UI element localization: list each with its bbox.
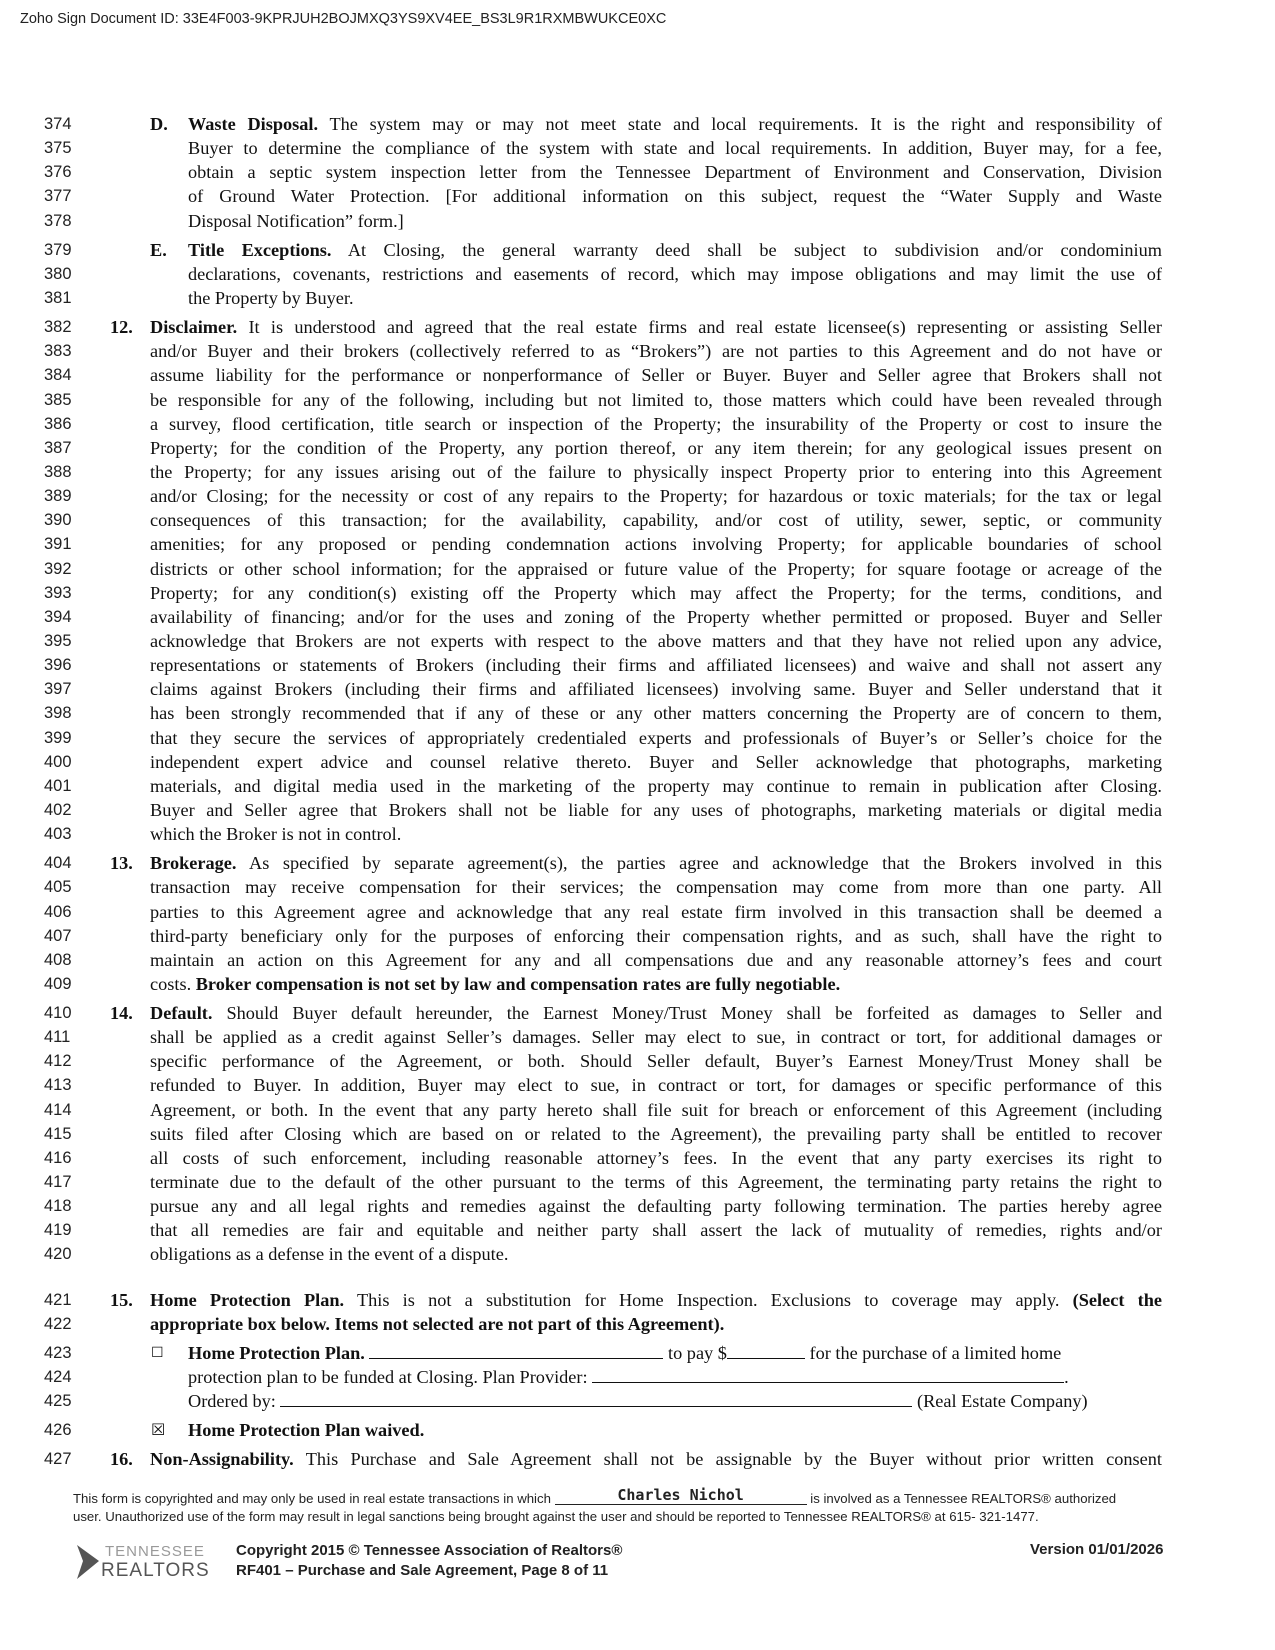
section-number: 13. bbox=[110, 853, 133, 874]
section-text: amenities; for any proposed or pending condemnation actions involving Property; for applicable boundaries of school bbox=[150, 534, 1162, 555]
line-number: 410 bbox=[44, 1004, 72, 1023]
section-text: Disposal Notification” form.] bbox=[188, 210, 404, 231]
plan-amount-field[interactable] bbox=[727, 1341, 805, 1359]
section-text: that they secure the services of appropriately credentialed experts and professionals of Buyer’s or Seller’s choice for the bbox=[150, 727, 1162, 748]
document-line bbox=[0, 136, 1275, 160]
document-line bbox=[0, 1146, 1275, 1170]
section-number: 15. bbox=[110, 1289, 133, 1310]
line-number: 407 bbox=[44, 926, 72, 945]
document-line bbox=[0, 972, 1275, 996]
line-number: 426 bbox=[44, 1421, 72, 1440]
plan-payer-field[interactable] bbox=[369, 1341, 663, 1359]
section-text: Should Buyer default hereunder, the Earnest Money/Trust Money shall be forfeited as damages to Seller and bbox=[226, 1003, 1162, 1024]
document-line bbox=[0, 1418, 1275, 1442]
line-number: 423 bbox=[44, 1343, 72, 1362]
document-line bbox=[0, 238, 1275, 262]
section-text: obligations as a defense in the event of a dispute. bbox=[150, 1244, 509, 1265]
document-line bbox=[0, 1218, 1275, 1242]
line-number: 385 bbox=[44, 390, 72, 409]
agreement-body bbox=[0, 112, 1275, 1472]
footer-form-info bbox=[236, 1541, 622, 1581]
section-text: the Property by Buyer. bbox=[188, 287, 354, 308]
section-text: third-party beneficiary only for the purposes of enforcing their compensation rights, and as such, shall have the right to bbox=[150, 925, 1162, 946]
document-line bbox=[0, 484, 1275, 508]
document-line bbox=[0, 774, 1275, 798]
tennessee-realtors-logo bbox=[73, 1541, 213, 1587]
line-number: 394 bbox=[44, 607, 72, 626]
section-number: 14. bbox=[110, 1003, 133, 1024]
document-line bbox=[0, 1288, 1275, 1312]
line-number: 387 bbox=[44, 438, 72, 457]
line-number: 427 bbox=[44, 1450, 72, 1469]
line-number: 412 bbox=[44, 1052, 72, 1071]
line-number: 422 bbox=[44, 1314, 72, 1333]
option-line bbox=[188, 1341, 1162, 1365]
document-line bbox=[0, 1025, 1275, 1049]
line-number: 419 bbox=[44, 1221, 72, 1240]
section-text: parties to this Agreement agree and acknowledge that any real estate firm involved in this transaction shall be deemed a bbox=[150, 901, 1162, 922]
section-text: of Ground Water Protection. [For additional information on this subject, request the “Water Supply and Waste bbox=[188, 186, 1162, 207]
line-number: 405 bbox=[44, 878, 72, 897]
document-line bbox=[0, 822, 1275, 846]
document-line bbox=[0, 363, 1275, 387]
section-title: Waste Disposal. bbox=[188, 114, 319, 134]
line-number: 399 bbox=[44, 728, 72, 747]
line-number: 420 bbox=[44, 1245, 72, 1264]
document-line bbox=[0, 875, 1275, 899]
section-14-line bbox=[150, 1001, 1162, 1025]
form-title: RF401 – Purchase and Sale Agreement, Page 8 of 11 bbox=[236, 1562, 609, 1579]
document-line bbox=[0, 532, 1275, 556]
section-text: Property; for any condition(s) existing off the Property which may affect the Property; for the terms, conditions, and bbox=[150, 582, 1162, 603]
line-number: 375 bbox=[44, 139, 72, 158]
section-text: availability of financing; and/or for the uses and zoning of the Property whether permitted or proposed. Buyer and Seller bbox=[150, 606, 1162, 627]
line-number: 397 bbox=[44, 680, 72, 699]
section-text: obtain a septic system inspection letter from the Tennessee Department of Environment and Conservation, Division bbox=[188, 162, 1162, 183]
section-title: Brokerage. bbox=[150, 853, 237, 874]
line-number: 379 bbox=[44, 240, 72, 259]
document-line bbox=[0, 1389, 1275, 1413]
option-line bbox=[188, 1365, 1162, 1389]
section-letter: D. bbox=[150, 114, 168, 134]
document-line bbox=[0, 629, 1275, 653]
section-text: Buyer to determine the compliance of the system with state and local requirements. In addition, Buyer may, for a fee, bbox=[188, 138, 1162, 159]
section-text: This is not a substitution for Home Inspection. Exclusions to coverage may apply. bbox=[356, 1289, 1060, 1310]
section-12-line bbox=[150, 315, 1162, 339]
document-line bbox=[0, 1049, 1275, 1073]
document-line bbox=[0, 209, 1275, 233]
line-number: 381 bbox=[44, 288, 72, 307]
line-number: 378 bbox=[44, 211, 72, 230]
document-line bbox=[0, 339, 1275, 363]
document-line bbox=[0, 160, 1275, 184]
waived-checkbox-checked[interactable]: ☒ bbox=[151, 1420, 166, 1440]
option-text: Ordered by: bbox=[188, 1391, 276, 1412]
line-number: 403 bbox=[44, 825, 72, 844]
plan-provider-field[interactable] bbox=[592, 1365, 1064, 1383]
document-line bbox=[0, 1001, 1275, 1025]
section-text: Property; for the condition of the Property, any portion thereof, or any item therein; for any geological issues present on bbox=[150, 437, 1162, 458]
section-text: the Property; for any issues arising out of the failure to physically inspect Property prior to entering into this Agreement bbox=[150, 461, 1162, 482]
section-text: At Closing, the general warranty deed shall be subject to subdivision and/or condominium bbox=[347, 239, 1162, 260]
document-line bbox=[0, 900, 1275, 924]
line-number: 425 bbox=[44, 1392, 72, 1411]
section-text: representations or statements of Brokers (including their firms and affiliated licensees) and waive and shall not assert any bbox=[150, 655, 1162, 676]
section-text: has been strongly recommended that if any of these or any other matters concerning the Property are of concern to them, bbox=[150, 703, 1162, 724]
section-text: shall be applied as a credit against Seller’s damages. Seller may elect to sue, in contract or tort, for additional damages or bbox=[150, 1027, 1162, 1048]
section-text: transaction may receive compensation for their services; the compensation may come from more than one party. All bbox=[150, 877, 1162, 898]
section-d-line bbox=[188, 112, 1162, 136]
line-number: 406 bbox=[44, 902, 72, 921]
period: . bbox=[1064, 1367, 1069, 1388]
logo-line-2: REALTORS bbox=[101, 1560, 210, 1581]
document-line bbox=[0, 581, 1275, 605]
section-text: suits filed after Closing which are based on or related to the Agreement), the prevailing party shall be entitled to recover bbox=[150, 1123, 1162, 1144]
licensee-name-field[interactable]: Charles Nichol bbox=[555, 1487, 807, 1505]
section-text: As specified by separate agreement(s), the parties agree and acknowledge that the Brokers involved in this bbox=[249, 853, 1162, 874]
option-text: for the purchase of a limited home bbox=[809, 1342, 1062, 1363]
option-text: protection plan to be funded at Closing. Plan Provider: bbox=[188, 1367, 588, 1388]
section-text: refunded to Buyer. In addition, Buyer may elect to sue, in contract or tort, for damages or specific performance of this bbox=[150, 1075, 1162, 1096]
document-line bbox=[0, 436, 1275, 460]
home-protection-plan-checkbox[interactable]: ☐ bbox=[151, 1344, 164, 1361]
document-line bbox=[0, 750, 1275, 774]
line-number: 384 bbox=[44, 366, 72, 385]
document-line bbox=[0, 286, 1275, 310]
line-number: 395 bbox=[44, 631, 72, 650]
to-pay-label: to pay $ bbox=[668, 1342, 727, 1363]
section-instruction: (Select the bbox=[1072, 1289, 1162, 1310]
line-number: 382 bbox=[44, 318, 72, 337]
document-line bbox=[0, 460, 1275, 484]
realtors-logo-icon bbox=[73, 1541, 103, 1585]
section-title: Default. bbox=[150, 1003, 213, 1024]
line-number: 401 bbox=[44, 776, 72, 795]
document-line bbox=[0, 412, 1275, 436]
section-text: and/or Buyer and their brokers (collectively referred to as “Brokers”) are not parties to this Agreement and do not have or bbox=[150, 341, 1162, 362]
section-title: Non-Assignability. bbox=[150, 1449, 294, 1470]
document-line bbox=[0, 677, 1275, 701]
section-text: all costs of such enforcement, including reasonable attorney’s fees. In the event that any party exercises its right to bbox=[150, 1147, 1162, 1168]
section-text: claims against Brokers (including their firms and affiliated licensees) involving same. Buyer and Seller understand that it bbox=[150, 679, 1162, 700]
form-version: Version 01/01/2026 bbox=[1030, 1541, 1164, 1558]
line-number: 404 bbox=[44, 854, 72, 873]
section-text: specific performance of the Agreement, or both. Should Seller default, Buyer’s Earnest Money/Trust Money shall be bbox=[150, 1051, 1162, 1072]
copyright-notice bbox=[73, 1486, 1213, 1525]
document-line bbox=[0, 262, 1275, 286]
section-text: consequences of this transaction; for the availability, capability, and/or cost of utility, sewer, septic, or community bbox=[150, 510, 1162, 531]
line-number: 396 bbox=[44, 656, 72, 675]
section-text: assume liability for the performance or nonperformance of Seller or Buyer. Buyer and Seller agree that Brokers shall not bbox=[150, 365, 1162, 386]
line-number: 424 bbox=[44, 1368, 72, 1387]
document-line bbox=[0, 924, 1275, 948]
line-number: 402 bbox=[44, 800, 72, 819]
line-number: 376 bbox=[44, 163, 72, 182]
section-text: be responsible for any of the following, including but not limited to, those matters which could have been revealed through bbox=[150, 389, 1162, 410]
line-number: 374 bbox=[44, 115, 72, 133]
document-line bbox=[0, 653, 1275, 677]
document-line bbox=[0, 1341, 1275, 1365]
document-line bbox=[0, 315, 1275, 339]
copyright-text: This form is copyrighted and may only be used in real estate transactions in which bbox=[73, 1491, 551, 1506]
document-line bbox=[0, 605, 1275, 629]
line-number: 416 bbox=[44, 1148, 72, 1167]
section-text: materials, and digital media used in the marketing of the property may continue to remain in publication after Closing. bbox=[150, 775, 1162, 796]
document-line bbox=[0, 726, 1275, 750]
option-label: Home Protection Plan waived. bbox=[188, 1420, 425, 1441]
document-line bbox=[0, 557, 1275, 581]
line-number: 393 bbox=[44, 583, 72, 602]
document-line bbox=[0, 701, 1275, 725]
section-text: maintain an action on this Agreement for any and all compensations due and any reasonable attorney’s fees and court bbox=[150, 949, 1162, 970]
line-number: 409 bbox=[44, 974, 72, 993]
section-title: Disclaimer. bbox=[150, 317, 238, 338]
option-line bbox=[188, 1389, 1162, 1413]
section-title: Title Exceptions. bbox=[188, 239, 332, 260]
section-number: 12. bbox=[110, 317, 133, 338]
copyright-text: is involved as a Tennessee REALTORS® authorized bbox=[810, 1491, 1117, 1506]
section-text: This Purchase and Sale Agreement shall not be assignable by the Buyer without prior written consent bbox=[305, 1449, 1162, 1470]
line-number: 383 bbox=[44, 342, 72, 361]
option-label: Home Protection Plan. bbox=[188, 1342, 365, 1363]
document-line bbox=[0, 388, 1275, 412]
document-line bbox=[0, 851, 1275, 875]
section-text: costs. bbox=[150, 973, 192, 994]
section-text: independent expert advice and counsel relative thereto. Buyer and Seller acknowledge that photographs, marketing bbox=[150, 751, 1162, 772]
line-number: 392 bbox=[44, 559, 72, 578]
copyright-line-1 bbox=[73, 1486, 1213, 1508]
line-number: 388 bbox=[44, 462, 72, 481]
option-text: (Real Estate Company) bbox=[916, 1391, 1088, 1412]
section-13-line bbox=[150, 851, 1162, 875]
section-text: that all remedies are fair and equitable and neither party shall assert the lack of mutuality of remedies, rights and/or bbox=[150, 1220, 1162, 1241]
document-line bbox=[0, 1170, 1275, 1194]
section-text: and/or Closing; for the necessity or cost of any repairs to the Property; for hazardous or toxic materials; for the tax or legal bbox=[150, 486, 1162, 507]
document-line bbox=[0, 112, 1275, 136]
document-line bbox=[0, 508, 1275, 532]
document-line bbox=[0, 798, 1275, 822]
section-text: Agreement, or both. In the event that any party hereto shall file suit for breach or enforcement of this Agreement (including bbox=[150, 1099, 1162, 1120]
section-13-last-line bbox=[150, 972, 1162, 996]
line-number: 386 bbox=[44, 414, 72, 433]
line-number: 390 bbox=[44, 511, 72, 530]
section-15-line bbox=[150, 1288, 1162, 1312]
section-title: Home Protection Plan. bbox=[150, 1289, 345, 1310]
document-line bbox=[0, 1098, 1275, 1122]
section-text: pursue any and all legal rights and remedies against the defaulting party following termination. The parties hereby agree bbox=[150, 1196, 1162, 1217]
section-text: The system may or may not meet state and local requirements. It is the right and responsibility of bbox=[329, 114, 1162, 134]
ordered-by-field[interactable] bbox=[280, 1389, 912, 1407]
section-text: a survey, flood certification, title search or inspection of the Property; the insurability of the Property or cost to insure the bbox=[150, 413, 1162, 434]
section-text: acknowledge that Brokers are not experts with respect to the above matters and that they have not relied upon any advice, bbox=[150, 630, 1162, 651]
document-line bbox=[0, 948, 1275, 972]
line-number: 377 bbox=[44, 187, 72, 206]
document-line bbox=[0, 184, 1275, 208]
section-text: It is understood and agreed that the real estate firms and real estate licensee(s) representing or assisting Seller bbox=[248, 317, 1162, 338]
line-number: 417 bbox=[44, 1173, 72, 1192]
bold-notice: Broker compensation is not set by law and compensation rates are fully negotiable. bbox=[195, 973, 841, 994]
logo-line-1: TENNESSEE bbox=[105, 1543, 205, 1560]
section-16-line bbox=[150, 1447, 1162, 1471]
line-number: 389 bbox=[44, 487, 72, 506]
section-text: Buyer and Seller agree that Brokers shall not be liable for any uses of photographs, marketing materials or digital media bbox=[150, 799, 1162, 820]
section-e-line bbox=[188, 238, 1162, 262]
line-number: 411 bbox=[44, 1028, 71, 1047]
document-line bbox=[0, 1122, 1275, 1146]
section-text: declarations, covenants, restrictions and easements of record, which may impose obligations and may limit the use of bbox=[188, 263, 1162, 284]
section-instruction: appropriate box below. Items not selected are not part of this Agreement). bbox=[150, 1313, 725, 1334]
copyright-line: Copyright 2015 © Tennessee Association of Realtors® bbox=[236, 1542, 623, 1559]
document-line bbox=[0, 1242, 1275, 1266]
line-number: 421 bbox=[44, 1290, 72, 1309]
line-number: 391 bbox=[44, 535, 72, 554]
section-text: terminate due to the default of the other pursuant to the terms of this Agreement, the terminating party retains the right to bbox=[150, 1172, 1162, 1193]
line-number: 398 bbox=[44, 704, 72, 723]
copyright-line-2: user. Unauthorized use of the form may result in legal sanctions being brought against the user and should be reported to Tennessee REALTORS® at 615- 321-1477. bbox=[73, 1509, 1039, 1524]
line-number: 408 bbox=[44, 950, 72, 969]
section-letter: E. bbox=[150, 239, 167, 260]
document-line bbox=[0, 1194, 1275, 1218]
document-line bbox=[0, 1073, 1275, 1097]
section-text: which the Broker is not in control. bbox=[150, 824, 402, 845]
section-number: 16. bbox=[110, 1449, 133, 1470]
section-text: districts or other school information; for the appraised or future value of the Property; for square footage or acreage of the bbox=[150, 558, 1162, 579]
line-number: 418 bbox=[44, 1197, 72, 1216]
line-number: 415 bbox=[44, 1124, 72, 1143]
document-line bbox=[0, 1312, 1275, 1336]
document-line bbox=[0, 1365, 1275, 1389]
document-line bbox=[0, 1447, 1275, 1471]
line-number: 380 bbox=[44, 264, 72, 283]
line-number: 400 bbox=[44, 752, 72, 771]
document-id: Zoho Sign Document ID: 33E4F003-9KPRJUH2BOJMXQ3YS9XV4EE_BS3L9R1RXMBWUKCE0XC bbox=[20, 11, 667, 27]
line-number: 414 bbox=[44, 1100, 72, 1119]
line-number: 413 bbox=[44, 1076, 72, 1095]
